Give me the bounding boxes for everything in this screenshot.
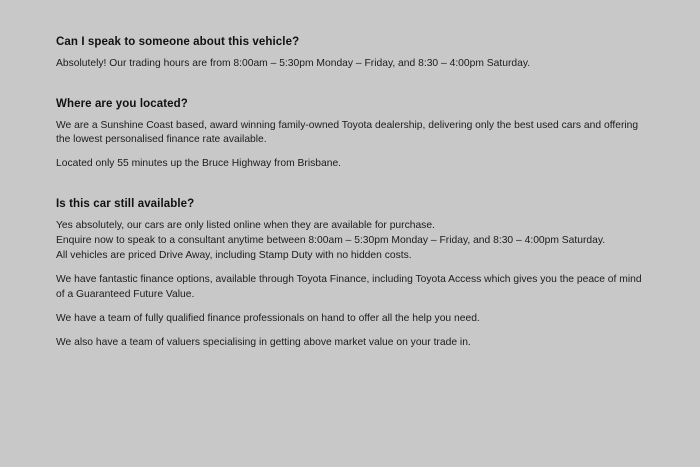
faq-section-location bbox=[56, 98, 644, 173]
faq-answer-trade-in-valuers: We also have a team of valuers specialising in getting above market value on your trade in. bbox=[56, 336, 471, 348]
faq-question-availability: Is this car still available? bbox=[56, 198, 195, 211]
faq-question-contact: Can I speak to someone about this vehicle? bbox=[56, 36, 300, 48]
faq-answer-dealership-description: We are a Sunshine Coast based, award winning family-owned Toyota dealership, delivering only the best used cars and offering the lowest personalised finance rate available. bbox=[56, 119, 639, 146]
faq-answer-trading-hours: Absolutely! Our trading hours are from 8:00am – 5:30pm Monday – Friday, and 8:30 – 4:00pm Saturday. bbox=[56, 57, 531, 69]
faq-answer-enquire-hours: Enquire now to speak to a consultant anytime between 8:00am – 5:30pm Monday – Friday, and 8:30 – 4:00pm Saturday. bbox=[56, 235, 606, 246]
faq-question-location: Where are you located? bbox=[56, 97, 188, 110]
faq-answer-drive-away-pricing: All vehicles are priced Drive Away, including Stamp Duty with no hidden costs. bbox=[56, 249, 412, 261]
faq-section-contact bbox=[56, 36, 644, 72]
faq-answer-finance-options: We have fantastic finance options, available through Toyota Finance, including Toyota Access which gives you the peace of mind of a Guaranteed Future Value. bbox=[56, 273, 642, 300]
faq-answer-finance-team: We have a team of fully qualified finance professionals on hand to offer all the help you need. bbox=[56, 312, 480, 324]
faq-section-availability bbox=[56, 198, 644, 350]
faq-answer-distance-brisbane: Located only 55 minutes up the Bruce Highway from Brisbane. bbox=[56, 158, 342, 170]
faq-answer-availability: Yes absolutely, our cars are only listed online when they are available for purchase. bbox=[56, 220, 435, 232]
